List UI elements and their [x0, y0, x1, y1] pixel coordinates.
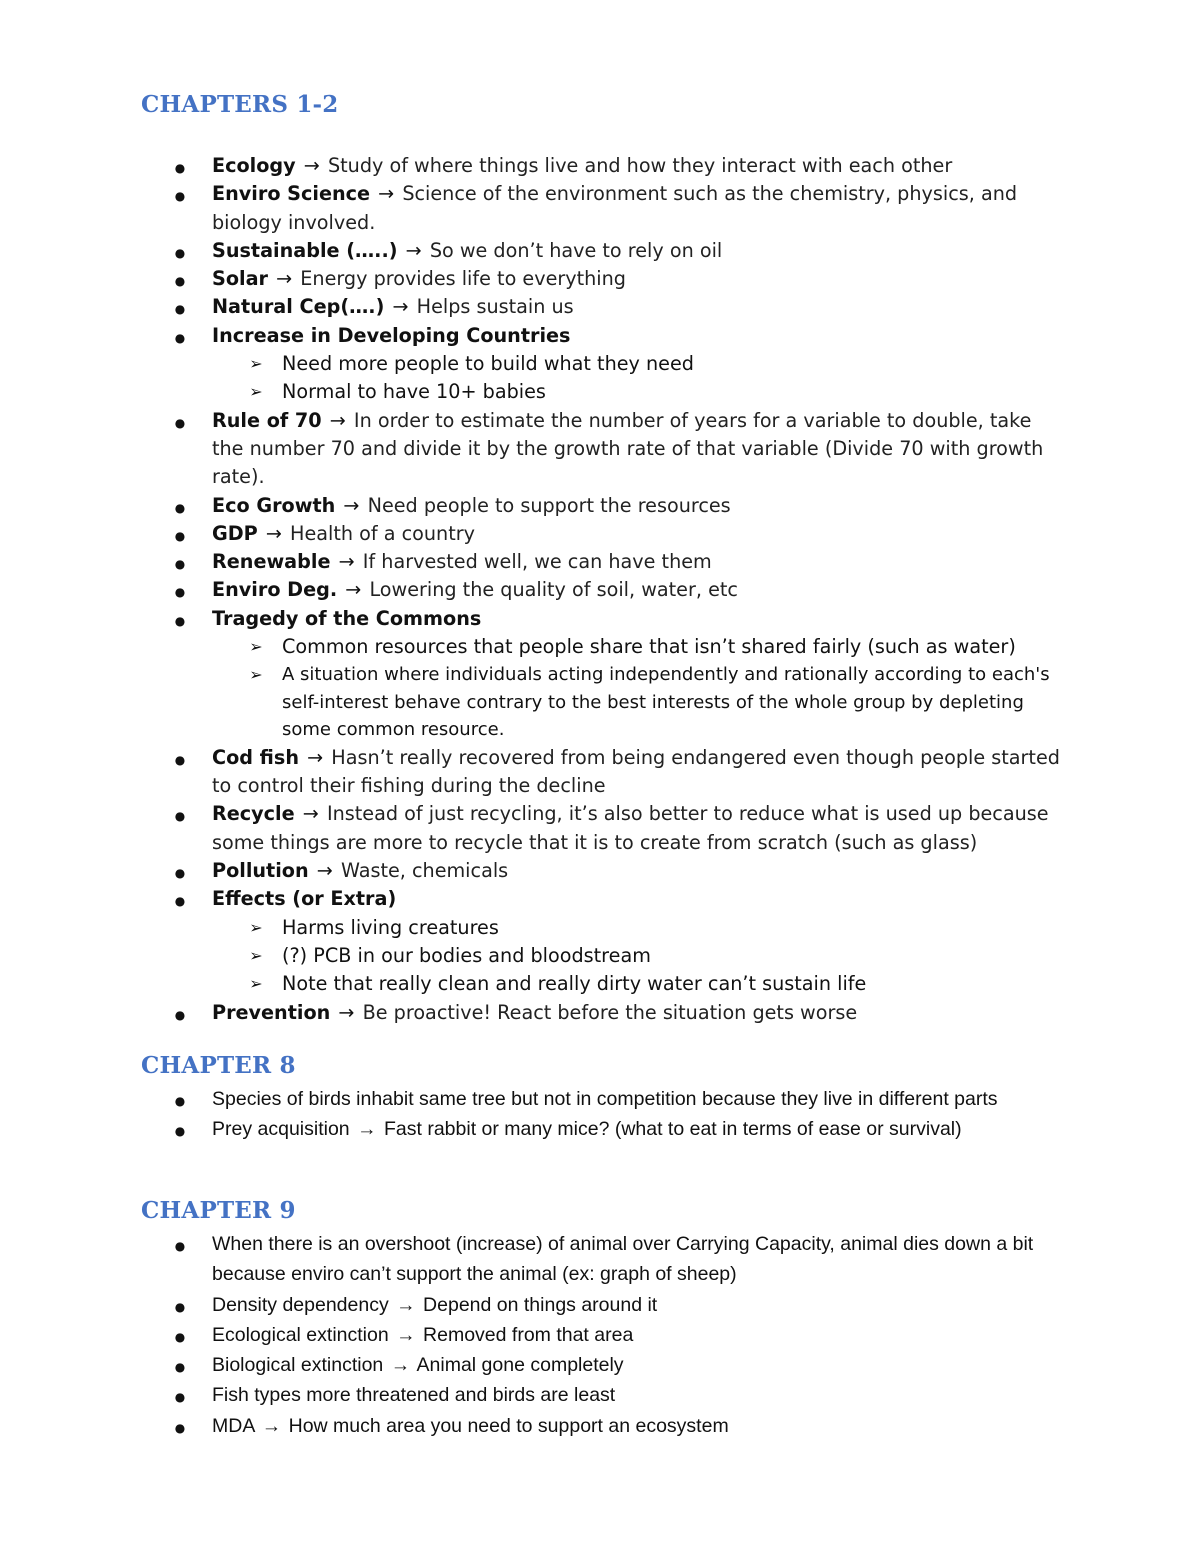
- arrow-icon: →: [329, 408, 346, 432]
- bullet-icon: [170, 1350, 190, 1382]
- sub-item-text: A situation where individuals acting independently and rationally according to each's self-interest behave contrary to the best interests of the whole group by depleting some common resource.: [282, 664, 1050, 741]
- bullet-icon: [170, 885, 190, 915]
- list-item: [0, 576, 1200, 604]
- definition: Be proactive! React before the situation gets worse: [362, 1000, 858, 1024]
- chapters-1-2-heading: CHAPTERS 1-2: [141, 91, 339, 118]
- list-item: [0, 1320, 1200, 1350]
- chapter-8-list: [0, 1084, 1200, 1145]
- arrowhead-bullet-icon: ➢: [249, 945, 263, 965]
- definition: Hasn’t really recovered from being endangered even though people started to control their fishing during the decline: [212, 745, 1060, 798]
- arrow-icon: →: [316, 859, 333, 883]
- arrowhead-bullet-icon: ➢: [249, 637, 263, 657]
- definition: Energy provides life to everything: [300, 267, 626, 291]
- item-text: MDA: [212, 1414, 255, 1437]
- term: Renewable: [212, 550, 331, 574]
- list-item: [0, 492, 1200, 520]
- list-item: [0, 744, 1200, 801]
- term: Enviro Deg.: [212, 578, 338, 602]
- term: Effects (or Extra): [212, 887, 397, 911]
- term: Eco Growth: [212, 493, 336, 517]
- bullet-icon: [170, 520, 190, 550]
- term: Sustainable (…..): [212, 238, 398, 262]
- bullet-icon: [170, 492, 190, 522]
- definition: In order to estimate the number of years for a variable to double, take the number 70 and divide it by the growth rate of that variable (Divide 70 with growth rate).: [212, 408, 1044, 489]
- term: Recycle: [212, 802, 295, 826]
- list-item: [0, 1290, 1200, 1320]
- item-text: Ecological extinction: [212, 1323, 389, 1346]
- arrowhead-bullet-icon: ➢: [249, 354, 263, 374]
- list-item: [0, 1411, 1200, 1441]
- list-item: [0, 520, 1200, 548]
- term: Tragedy of the Commons: [212, 606, 482, 630]
- item-detail: Fast rabbit or many mice? (what to eat in terms of ease or survival): [384, 1118, 962, 1141]
- item-detail: Animal gone completely: [416, 1354, 624, 1377]
- list-item: [0, 265, 1200, 293]
- list-item: [0, 322, 1200, 350]
- bullet-icon: [170, 605, 190, 635]
- item-text: Fish types more threatened and birds are least: [212, 1384, 616, 1407]
- arrowhead-bullet-icon: ➢: [249, 974, 263, 994]
- arrow-icon: →: [338, 550, 355, 574]
- term: Increase in Developing Countries: [212, 323, 571, 347]
- list-item: [0, 800, 1200, 857]
- arrowhead-bullet-icon: ➢: [249, 665, 263, 685]
- chapters-1-2-list: [0, 152, 1200, 1027]
- sub-item-text: Common resources that people share that isn’t shared fairly (such as water): [282, 635, 1016, 659]
- list-item: [0, 237, 1200, 265]
- bullet-icon: [170, 265, 190, 295]
- term: Ecology: [212, 154, 296, 177]
- sub-list-item: [0, 942, 1200, 970]
- definition: Need people to support the resources: [367, 493, 731, 517]
- arrow-icon: →: [276, 267, 293, 291]
- list-item: [0, 407, 1200, 492]
- definition: If harvested well, we can have them: [362, 550, 712, 574]
- bullet-icon: [170, 322, 190, 352]
- definition: Lowering the quality of soil, water, etc: [369, 578, 738, 602]
- term: Prevention: [212, 1000, 331, 1024]
- definition: Instead of just recycling, it’s also better to reduce what is used up because some things are more to recycle that it is to create from scratch (such as glass): [212, 802, 1049, 854]
- bullet-icon: [170, 237, 190, 267]
- list-item: [0, 548, 1200, 576]
- arrow-icon: →: [338, 1000, 355, 1024]
- arrow-icon: →: [392, 295, 409, 319]
- list-item: [0, 180, 1200, 237]
- bullet-icon: [170, 1320, 190, 1352]
- sub-list-item: [0, 970, 1200, 998]
- definition: Waste, chemicals: [340, 859, 509, 883]
- bullet-icon: [170, 857, 190, 887]
- term: Cod fish: [212, 745, 299, 769]
- list-item: [0, 1350, 1200, 1380]
- term: Solar: [212, 267, 268, 291]
- bullet-icon: [170, 1229, 190, 1261]
- term: Pollution: [212, 859, 309, 883]
- bullet-icon: [170, 1411, 190, 1443]
- item-detail: Removed from that area: [423, 1323, 634, 1346]
- bullet-icon: [170, 180, 190, 210]
- definition: So we don’t have to rely on oil: [429, 238, 723, 262]
- chapter-9-heading: CHAPTER 9: [141, 1197, 296, 1224]
- arrow-icon: →: [302, 802, 319, 826]
- arrow-icon: →: [343, 493, 360, 517]
- arrow-icon: →: [261, 1414, 282, 1437]
- sub-list-item: [0, 661, 1200, 744]
- chapter-8-heading: CHAPTER 8: [141, 1052, 296, 1079]
- item-text: Prey acquisition: [212, 1118, 350, 1141]
- arrowhead-bullet-icon: ➢: [249, 382, 263, 402]
- bullet-icon: [170, 1084, 190, 1116]
- sub-item-text: (?) PCB in our bodies and bloodstream: [282, 943, 651, 967]
- item-detail: How much area you need to support an ecosystem: [288, 1414, 729, 1437]
- chapter-9-list: [0, 1229, 1200, 1441]
- term: Natural Cep(….): [212, 295, 385, 319]
- arrow-icon: →: [345, 578, 362, 602]
- list-item: [0, 1084, 1200, 1114]
- arrow-icon: →: [303, 154, 320, 177]
- term: GDP: [212, 521, 258, 545]
- definition: Science of the environment such as the chemistry, physics, and biology involved.: [212, 182, 1018, 234]
- list-item: [0, 857, 1200, 885]
- bullet-icon: [170, 548, 190, 578]
- arrow-icon: →: [390, 1354, 411, 1377]
- bullet-icon: [170, 576, 190, 606]
- bullet-icon: [170, 999, 190, 1029]
- arrow-icon: →: [307, 745, 324, 769]
- list-item: [0, 605, 1200, 633]
- list-item: [0, 293, 1200, 321]
- list-item: [0, 999, 1200, 1027]
- list-item: [0, 1229, 1200, 1290]
- item-detail: Depend on things around it: [423, 1293, 658, 1316]
- arrow-icon: →: [357, 1118, 377, 1141]
- sub-item-text: Harms living creatures: [282, 915, 499, 939]
- bullet-icon: [170, 152, 190, 182]
- sub-item-text: Note that really clean and really dirty water can’t sustain life: [282, 972, 867, 996]
- bullet-icon: [170, 407, 190, 437]
- bullet-icon: [170, 1290, 190, 1322]
- item-text: Biological extinction: [212, 1354, 384, 1377]
- list-item: [0, 885, 1200, 913]
- sub-list-item: [0, 378, 1200, 406]
- arrow-icon: →: [396, 1293, 416, 1316]
- bullet-icon: [170, 1380, 190, 1412]
- item-text: When there is an overshoot (increase) of animal over Carrying Capacity, animal dies down a bit because enviro can’t support the animal (ex: graph of sheep): [212, 1233, 1034, 1286]
- list-item: [0, 1114, 1200, 1144]
- bullet-icon: [170, 744, 190, 774]
- list-item: [0, 152, 1200, 180]
- sub-item-text: Normal to have 10+ babies: [282, 380, 546, 404]
- item-text: Species of birds inhabit same tree but not in competition because they live in different parts: [212, 1088, 998, 1110]
- list-item: [0, 1380, 1200, 1410]
- arrow-icon: →: [378, 182, 395, 206]
- term: Rule of 70: [212, 408, 322, 432]
- sub-list-item: [0, 914, 1200, 942]
- arrow-icon: →: [396, 1323, 416, 1346]
- item-text: Density dependency: [212, 1293, 389, 1316]
- bullet-icon: [170, 293, 190, 323]
- bullet-icon: [170, 1114, 190, 1146]
- arrow-icon: →: [405, 238, 422, 262]
- sub-item-text: Need more people to build what they need: [282, 352, 694, 376]
- sub-list-item: [0, 350, 1200, 378]
- sub-list-item: [0, 633, 1200, 661]
- term: Enviro Science: [212, 182, 371, 206]
- definition: Study of where things live and how they interact with each other: [327, 154, 953, 177]
- bullet-icon: [170, 800, 190, 830]
- arrowhead-bullet-icon: ➢: [249, 917, 263, 937]
- arrow-icon: →: [265, 521, 282, 545]
- definition: Health of a country: [290, 521, 475, 545]
- definition: Helps sustain us: [416, 295, 574, 319]
